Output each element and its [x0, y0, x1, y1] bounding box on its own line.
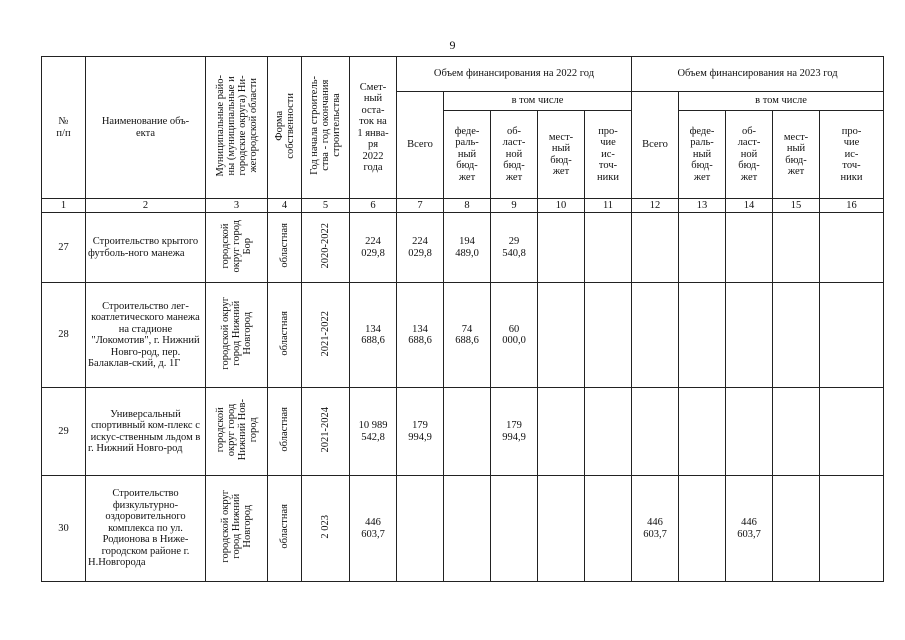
row-regional-2023: 446 603,7 [726, 476, 773, 582]
row-total-2022: 224 029,8 [397, 213, 444, 283]
row-federal-2023 [679, 388, 726, 476]
header-other-2022: про- чие ис- точ- ники [585, 111, 632, 199]
row-total-2023 [632, 283, 679, 388]
row-local-2023 [773, 476, 820, 582]
column-number: 4 [268, 199, 302, 213]
header-including-2023: в том числе [679, 92, 884, 111]
header-num: № п/п [42, 57, 86, 199]
header-total-2023: Всего [632, 92, 679, 199]
row-federal-2022: 74 688,6 [444, 283, 491, 388]
row-ownership: областная [268, 476, 302, 582]
header-municipality: Муниципальные райо- ны (муниципальные и городские округа) Ни- жегородской области [206, 57, 268, 199]
row-num: 28 [42, 283, 86, 388]
row-num: 27 [42, 213, 86, 283]
row-local-2022 [538, 388, 585, 476]
row-regional-2022 [491, 476, 538, 582]
row-years: 2021-2024 [302, 388, 350, 476]
row-local-2023 [773, 283, 820, 388]
row-balance: 10 989 542,8 [350, 388, 397, 476]
row-regional-2023 [726, 388, 773, 476]
row-other-2023 [820, 476, 884, 582]
table-row [42, 388, 884, 476]
row-num: 30 [42, 476, 86, 582]
header-including-2022: в том числе [444, 92, 632, 111]
column-number: 5 [302, 199, 350, 213]
column-number: 10 [538, 199, 585, 213]
column-number: 11 [585, 199, 632, 213]
column-number: 3 [206, 199, 268, 213]
row-federal-2022 [444, 388, 491, 476]
row-other-2022 [585, 213, 632, 283]
row-balance: 224 029,8 [350, 213, 397, 283]
row-municipality: городской округ город Нижний Новгород [206, 476, 268, 582]
row-local-2022 [538, 213, 585, 283]
row-local-2022 [538, 476, 585, 582]
column-number: 16 [820, 199, 884, 213]
row-municipality: городской округ город Нижний Нов- город [206, 388, 268, 476]
row-name: Строительство лег-коатлетического манежа на стадионе "Локомотив", г. Нижний Новго-род, пер. Балаклав-ский, д. 1Г [86, 283, 206, 388]
row-local-2023 [773, 388, 820, 476]
financing-table [41, 56, 884, 582]
row-name: Универсальный спортивный ком-плекс с искус-ственным льдом в г. Нижний Новго-род [86, 388, 206, 476]
row-ownership: областная [268, 388, 302, 476]
row-years: 2 023 [302, 476, 350, 582]
header-local-2022: мест- ный бюд- жет [538, 111, 585, 199]
row-federal-2023 [679, 476, 726, 582]
row-federal-2022: 194 489,0 [444, 213, 491, 283]
table-row [42, 476, 884, 582]
row-federal-2023 [679, 283, 726, 388]
row-name: Строительство крытого футболь-ного манежа [86, 213, 206, 283]
row-total-2023 [632, 388, 679, 476]
row-other-2023 [820, 388, 884, 476]
row-municipality: городской округ город Бор [206, 213, 268, 283]
column-number: 14 [726, 199, 773, 213]
row-total-2022 [397, 476, 444, 582]
column-number: 8 [444, 199, 491, 213]
row-years: 2021-2022 [302, 283, 350, 388]
column-number: 9 [491, 199, 538, 213]
table-body [42, 213, 884, 582]
header-years: Год начала строитель- ства - год окончания строительства [302, 57, 350, 199]
row-total-2023: 446 603,7 [632, 476, 679, 582]
column-number: 1 [42, 199, 86, 213]
row-name: Строительство физкультурно-оздоровительного комплекса по ул. Родионова в Ниже-городском районе г. Н.Новгорода [86, 476, 206, 582]
header-regional-2023: об- ласт- ной бюд- жет [726, 111, 773, 199]
row-ownership: областная [268, 213, 302, 283]
row-other-2022 [585, 283, 632, 388]
column-number-row [42, 199, 884, 213]
row-total-2022: 179 994,9 [397, 388, 444, 476]
row-federal-2023 [679, 213, 726, 283]
header-fin-2023: Объем финансирования на 2023 год [632, 57, 884, 92]
page-number: 9 [449, 38, 456, 52]
header-federal-2023: феде- раль- ный бюд- жет [679, 111, 726, 199]
row-years: 2020-2022 [302, 213, 350, 283]
row-other-2023 [820, 213, 884, 283]
column-number: 2 [86, 199, 206, 213]
row-local-2022 [538, 283, 585, 388]
header-regional-2022: об- ласт- ной бюд- жет [491, 111, 538, 199]
header-total-2022: Всего [397, 92, 444, 199]
header-local-2023: мест- ный бюд- жет [773, 111, 820, 199]
row-regional-2022: 179 994,9 [491, 388, 538, 476]
row-municipality: городской округ город Нижний Новгород [206, 283, 268, 388]
column-number: 12 [632, 199, 679, 213]
row-federal-2022 [444, 476, 491, 582]
row-other-2023 [820, 283, 884, 388]
header-other-2023: про- чие ис- точ- ники [820, 111, 884, 199]
row-regional-2023 [726, 213, 773, 283]
header-balance: Смет- ный оста- ток на 1 янва- ря 2022 года [350, 57, 397, 199]
row-local-2023 [773, 213, 820, 283]
row-total-2022: 134 688,6 [397, 283, 444, 388]
header-federal-2022: феде- раль- ный бюд- жет [444, 111, 491, 199]
row-other-2022 [585, 476, 632, 582]
row-balance: 446 603,7 [350, 476, 397, 582]
row-num: 29 [42, 388, 86, 476]
row-balance: 134 688,6 [350, 283, 397, 388]
column-number: 13 [679, 199, 726, 213]
table-row [42, 213, 884, 283]
row-regional-2023 [726, 283, 773, 388]
row-regional-2022: 29 540,8 [491, 213, 538, 283]
column-number: 6 [350, 199, 397, 213]
column-number: 7 [397, 199, 444, 213]
header-name: Наименование объ- екта [86, 57, 206, 199]
table-row [42, 283, 884, 388]
row-ownership: областная [268, 283, 302, 388]
row-regional-2022: 60 000,0 [491, 283, 538, 388]
table-header [42, 57, 884, 213]
column-number: 15 [773, 199, 820, 213]
row-total-2023 [632, 213, 679, 283]
header-ownership: Форма собственности [268, 57, 302, 199]
header-fin-2022: Объем финансирования на 2022 год [397, 57, 632, 92]
row-other-2022 [585, 388, 632, 476]
